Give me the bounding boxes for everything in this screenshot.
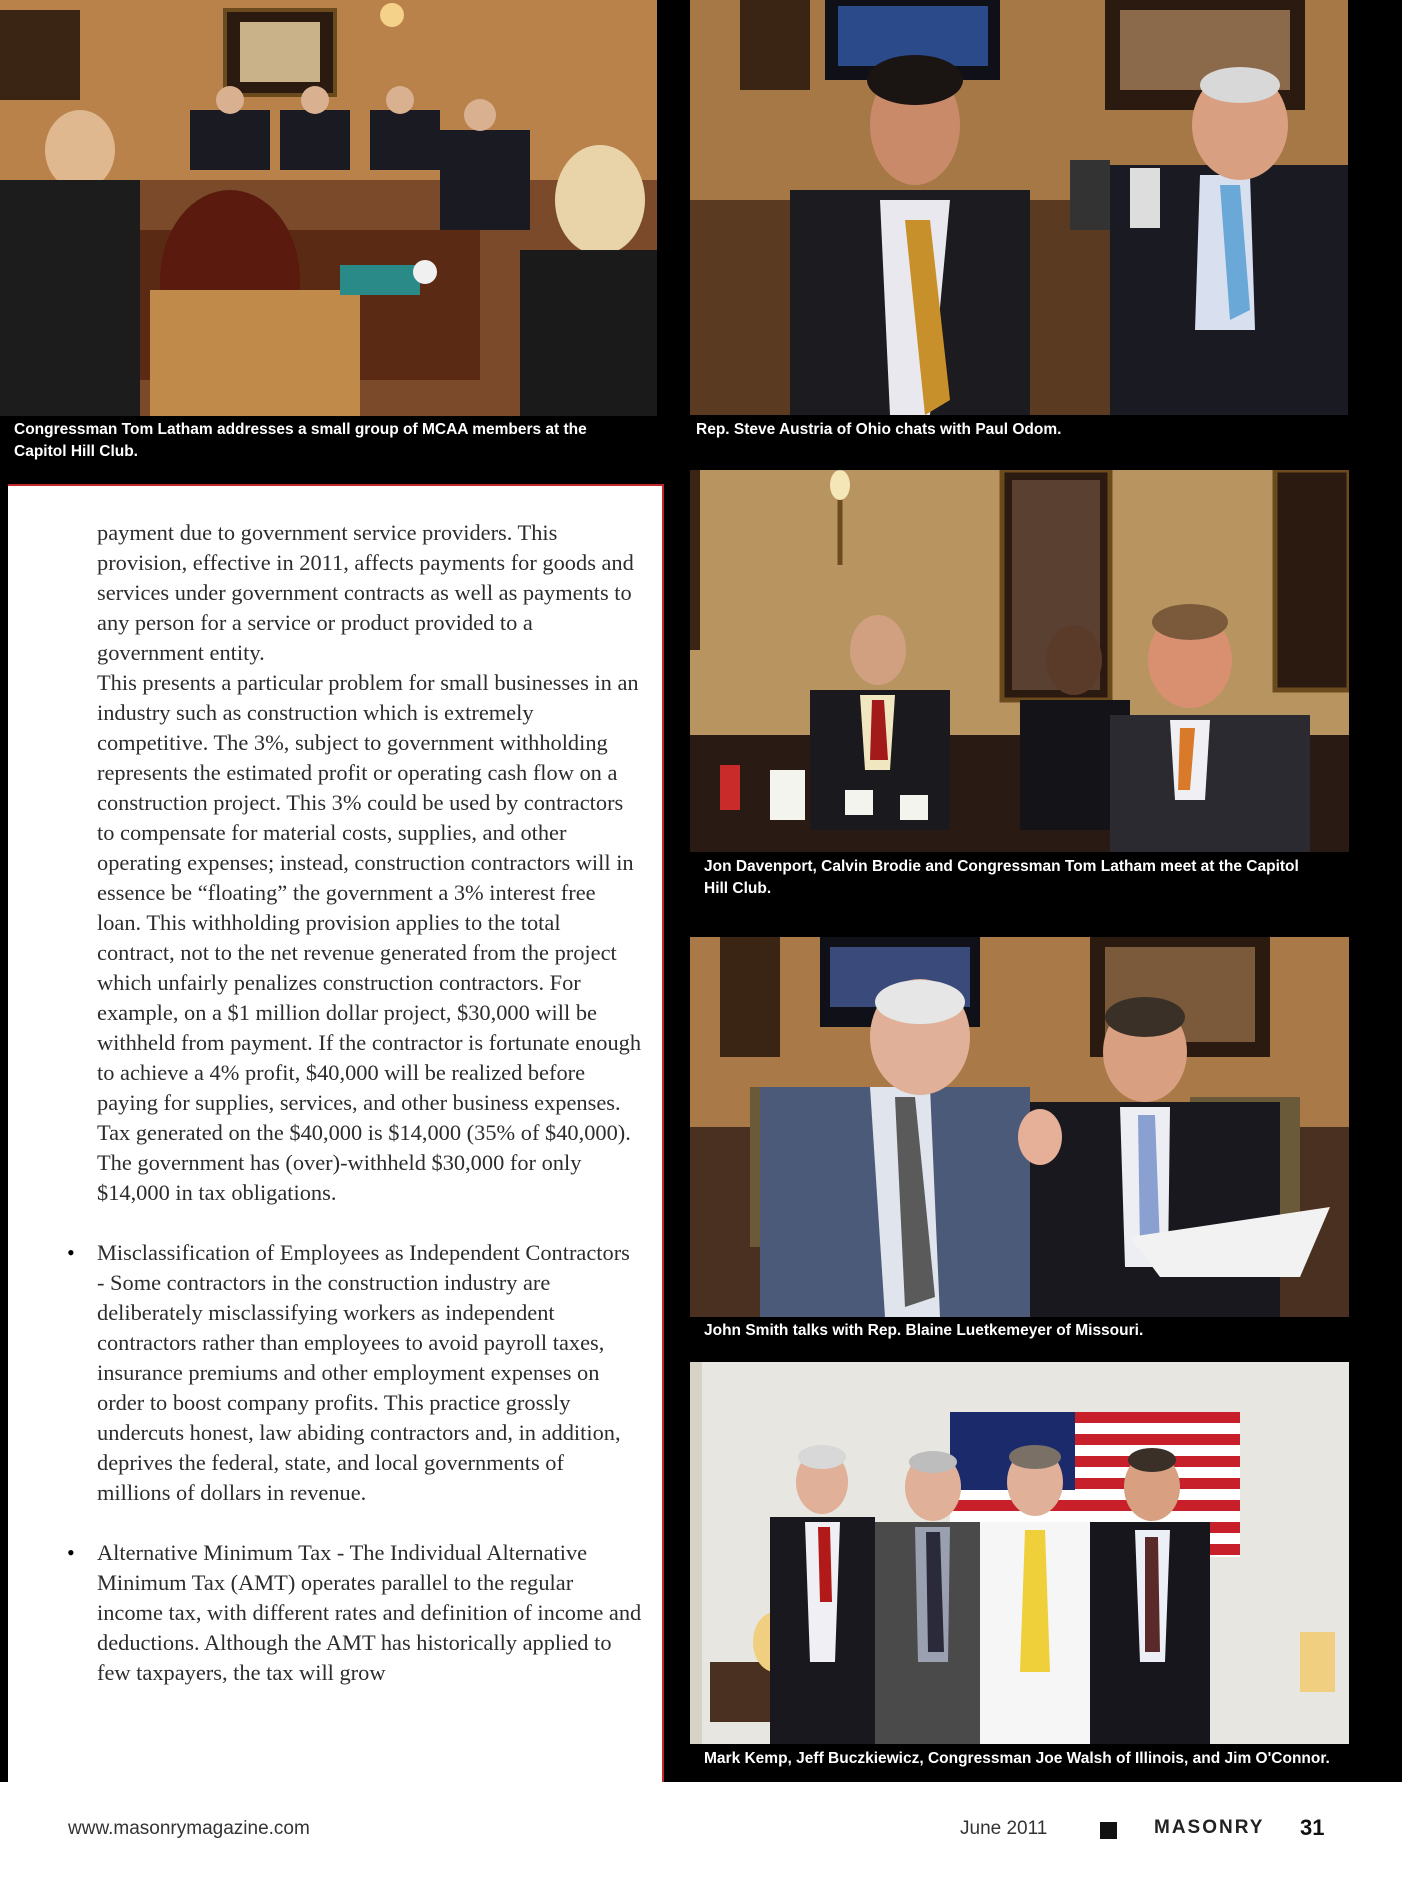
magazine-name: MASONRY xyxy=(1154,1817,1265,1838)
page-number: 31 xyxy=(1300,1815,1325,1840)
photo-austria-odom xyxy=(690,0,1348,415)
page-footer xyxy=(0,1782,1402,1880)
photo-group-flag xyxy=(690,1362,1349,1744)
photo-caption: Mark Kemp, Jeff Buczkiewicz, Congressman Joe Walsh of Illinois, and Jim O'Connor. xyxy=(704,1750,1330,1767)
article-paragraph: payment due to government service providers. This provision, effective in 2011, affects payments for goods and services under government contracts as well as payments to any person for a service or product provided to a government entity. xyxy=(97,520,634,665)
bullet-symbol: • xyxy=(67,1240,75,1265)
article-body xyxy=(8,484,664,1784)
bullet-text: Misclassification of Employees as Independent Contractors - Some contractors in the construction industry are deliberately misclassifying workers as independent contractors rather than employees to avoid payroll taxes, insurance premiums and other employment expenses on order to boost company profits. This practice grossly undercuts honest, law abiding contractors and, in addition, deprives the federal, state, and local governments of millions of dollars in revenue. xyxy=(97,1240,630,1505)
footer-date: June 2011 xyxy=(960,1818,1048,1839)
footer-url: www.masonrymagazine.com xyxy=(68,1818,310,1839)
photo-caption: Congressman Tom Latham addresses a small group of MCAA members at the Capitol Hill Club. xyxy=(14,421,587,460)
photo-smith-luetkemeyer xyxy=(690,937,1349,1317)
photo-caption: Jon Davenport, Calvin Brodie and Congressman Tom Latham meet at the Capitol Hill Club. xyxy=(704,858,1299,897)
article-paragraph: This presents a particular problem for small businesses in an industry such as construction which is extremely competitive. The 3%, subject to government withholding represents the estimated profit or operating cash flow on a construction project. This 3% could be used by contractors to compensate for material costs, supplies, and other operating expenses; instead, construction contractors will in essence be “floating” the government a 3% interest free loan. This withholding provision applies to the total contract, not to the net revenue generated from the project which unfairly penalizes construction contractors. For example, on a $1 million dollar project, $30,000 will be withheld from payment. If the contractor is fortunate enough to achieve a 4% profit, $40,000 will be realized before paying for supplies, services, and other business expenses. Tax generated on the $40,000 is $14,000 (35% of $40,000). The government has (over)-withheld $30,000 for only $14,000 in tax obligations. xyxy=(97,670,642,1205)
bullet-text: Alternative Minimum Tax - The Individual Alternative Minimum Tax (AMT) operates parallel to the regular income tax, with different rates and definition of income and deductions. Although the AMT has historically applied to few taxpayers, the tax will grow xyxy=(97,1540,642,1685)
bullet-item xyxy=(67,1538,642,1688)
article-bullet-list xyxy=(67,1238,642,1688)
bullet-symbol: • xyxy=(67,1540,75,1565)
photo-capitol-hill-club-meeting xyxy=(0,0,657,416)
bullet-item xyxy=(67,1238,642,1508)
square-icon xyxy=(1100,1822,1117,1839)
photo-caption: Rep. Steve Austria of Ohio chats with Paul Odom. xyxy=(696,421,1062,438)
photo-davenport-brodie-latham xyxy=(690,470,1349,852)
photo-caption: John Smith talks with Rep. Blaine Luetkemeyer of Missouri. xyxy=(704,1322,1144,1339)
